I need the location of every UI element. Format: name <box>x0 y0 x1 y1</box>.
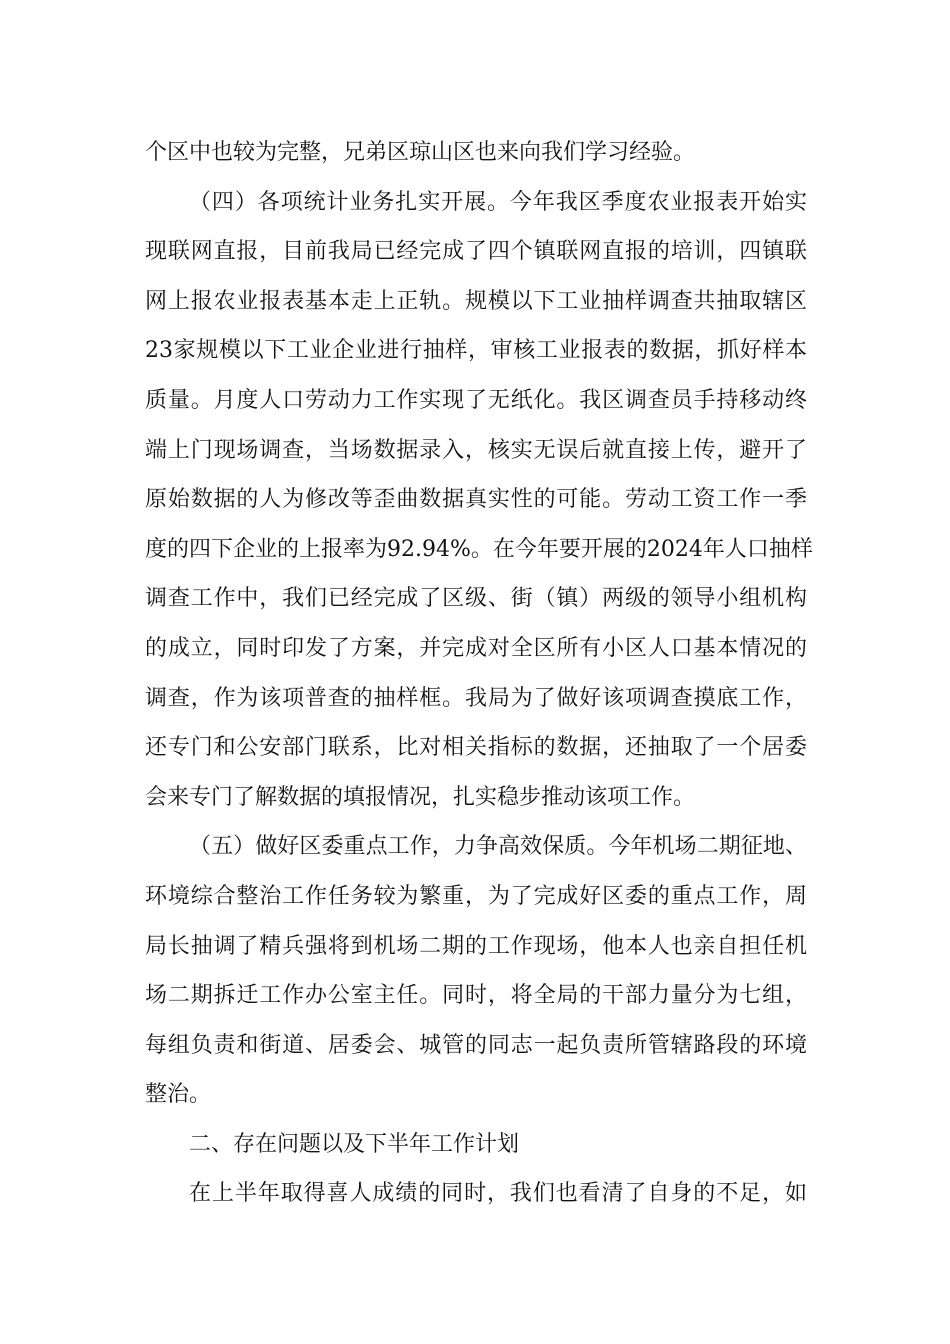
text-line: 的成立，同时印发了方案，并完成对全区所有小区人口基本情况的 <box>145 635 807 661</box>
text-line: 会来专门了解数据的填报情况，扎实稳步推动该项工作。 <box>145 784 696 810</box>
text-line: 还专门和公安部门联系，比对相关指标的数据，还抽取了一个居委 <box>145 735 807 761</box>
document-body <box>145 128 813 1219</box>
paragraph-heading-four: （四）各项统计业务扎实开展。今年我区季度农业报表开始实 <box>189 189 807 215</box>
text-line: 原始数据的人为修改等歪曲数据真实性的可能。劳动工资工作一季 <box>145 487 807 513</box>
text-line: 质量。月度人口劳动力工作实现了无纸化。我区调查员手持移动终 <box>145 387 807 413</box>
paragraph-heading-five: （五）做好区委重点工作，力争高效保质。今年机场二期征地、 <box>189 834 807 860</box>
text-line: 环境综合整治工作任务较为繁重，为了完成好区委的重点工作，周 <box>145 883 807 909</box>
text-line: 23家规模以下工业企业进行抽样，审核工业报表的数据，抓好样本 <box>145 338 807 364</box>
text-line: 度的四下企业的上报率为92.94%。在今年要开展的2024年人口抽样 <box>145 536 813 562</box>
text-line: 个区中也较为完整，兄弟区琼山区也来向我们学习经验。 <box>145 140 696 165</box>
text-line: 在上半年取得喜人成绩的同时，我们也看清了自身的不足，如 <box>189 1181 807 1207</box>
text-line: 调查工作中，我们已经完成了区级、街（镇）两级的领导小组机构 <box>145 586 807 612</box>
text-line: 调查，作为该项普查的抽样框。我局为了做好该项调查摸底工作， <box>145 685 807 711</box>
text-line: 现联网直报，目前我局已经完成了四个镇联网直报的培训，四镇联 <box>145 239 807 265</box>
text-line: 局长抽调了精兵强将到机场二期的工作现场，他本人也亲自担任机 <box>145 933 807 959</box>
section-heading: 二、存在问题以及下半年工作计划 <box>189 1131 520 1157</box>
text-line: 整治。 <box>145 1082 212 1108</box>
text-line: 每组负责和街道、居委会、城管的同志一起负责所管辖路段的环境 <box>145 1032 807 1058</box>
text-line: 网上报农业报表基本走上正轨。规模以下工业抽样调查共抽取辖区 <box>145 288 807 314</box>
text-line: 端上门现场调查，当场数据录入，核实无误后就直接上传，避开了 <box>145 437 807 463</box>
text-line: 场二期拆迁工作办公室主任。同时，将全局的干部力量分为七组， <box>145 983 807 1009</box>
